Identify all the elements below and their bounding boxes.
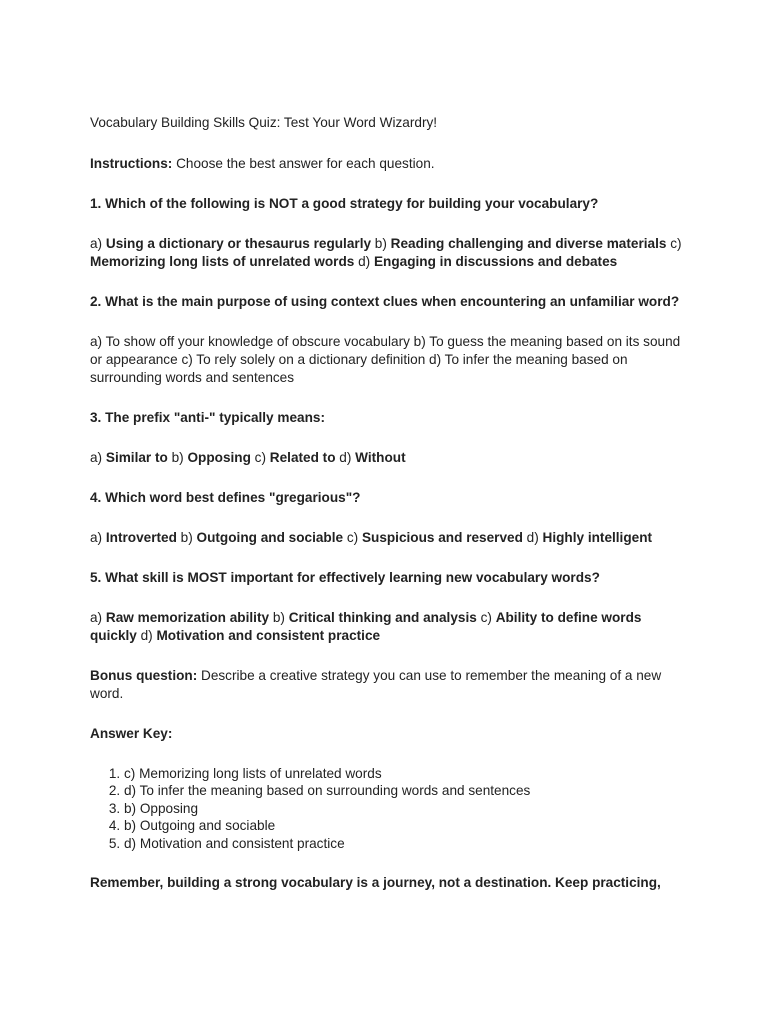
answer-key-heading: Answer Key: <box>90 726 173 741</box>
option-a: Raw memorization ability <box>105 610 270 625</box>
list-item: 1. c) Memorizing long lists of unrelated words <box>124 765 690 782</box>
option-letter: a) <box>90 236 106 251</box>
option-c: Memorizing long lists of unrelated words <box>90 254 355 269</box>
option-letter: d) <box>354 254 374 269</box>
list-item: 4. b) Outgoing and sociable <box>124 817 690 834</box>
option-letter: c) <box>666 236 682 251</box>
option-letter: d) <box>522 530 543 545</box>
question-4: 4. Which word best defines "gregarious"? <box>90 490 361 505</box>
option-d: Without <box>355 450 406 465</box>
option-letter: d) <box>136 628 157 643</box>
instructions-paragraph <box>90 155 690 173</box>
question-2: 2. What is the main purpose of using context clues when encountering an unfamiliar word? <box>90 294 680 309</box>
option-letter: a) <box>90 610 106 625</box>
question-1: 1. Which of the following is NOT a good strategy for building your vocabulary? <box>90 196 599 211</box>
question-4-options <box>90 529 690 547</box>
answer-key-list <box>90 765 690 852</box>
question-5: 5. What skill is MOST important for effectively learning new vocabulary words? <box>90 570 600 585</box>
list-item: 3. b) Opposing <box>124 800 690 817</box>
question-1-options <box>90 235 690 271</box>
option-c: Ability to define words quickly <box>90 610 642 643</box>
bonus-question <box>90 667 690 703</box>
option-a: Using a dictionary or thesaurus regularly <box>105 236 372 251</box>
question-5-options <box>90 609 690 645</box>
option-letter: c) <box>343 530 362 545</box>
option-c: Related to <box>269 450 336 465</box>
option-d: Motivation and consistent practice <box>156 628 381 643</box>
bonus-label: Bonus question: <box>90 668 198 683</box>
list-item: 2. d) To infer the meaning based on surrounding words and sentences <box>124 782 690 799</box>
option-letter: b) <box>371 236 391 251</box>
option-a: Similar to <box>105 450 168 465</box>
option-b: Reading challenging and diverse materials <box>390 236 667 251</box>
option-d: Engaging in discussions and debates <box>373 254 618 269</box>
document-body <box>90 114 690 914</box>
option-letter: a) <box>90 530 106 545</box>
option-letter: c) <box>476 610 496 625</box>
option-letter: b) <box>269 610 289 625</box>
option-b: Critical thinking and analysis <box>288 610 477 625</box>
option-c: Suspicious and reserved <box>361 530 523 545</box>
document-title: Vocabulary Building Skills Quiz: Test Your Word Wizardry! <box>90 115 438 130</box>
option-letter: b) <box>167 450 188 465</box>
option-a: Introverted <box>105 530 177 545</box>
closing-text: Remember, building a strong vocabulary is a journey, not a destination. Keep practicing, <box>90 875 661 891</box>
bonus-text: Describe a creative strategy you can use to remember the meaning of a new word. <box>90 668 662 701</box>
option-letter: c) <box>250 450 270 465</box>
option-letter: a) <box>90 450 106 465</box>
question-3-options <box>90 449 690 467</box>
option-b: Outgoing and sociable <box>196 530 344 545</box>
question-3: 3. The prefix "anti-" typically means: <box>90 410 325 425</box>
option-letter: b) <box>176 530 197 545</box>
question-2-options: a) To show off your knowledge of obscure vocabulary b) To guess the meaning based on its sound or appearance c) To rely solely on a dictionary definition d) To infer the meaning based on surrounding words and sentences <box>90 334 681 385</box>
option-b: Opposing <box>187 450 251 465</box>
instructions-text: Choose the best answer for each question. <box>172 156 435 171</box>
option-letter: d) <box>335 450 356 465</box>
instructions-label: Instructions: <box>90 156 173 171</box>
option-d: Highly intelligent <box>542 530 653 545</box>
list-item: 5. d) Motivation and consistent practice <box>124 835 690 852</box>
